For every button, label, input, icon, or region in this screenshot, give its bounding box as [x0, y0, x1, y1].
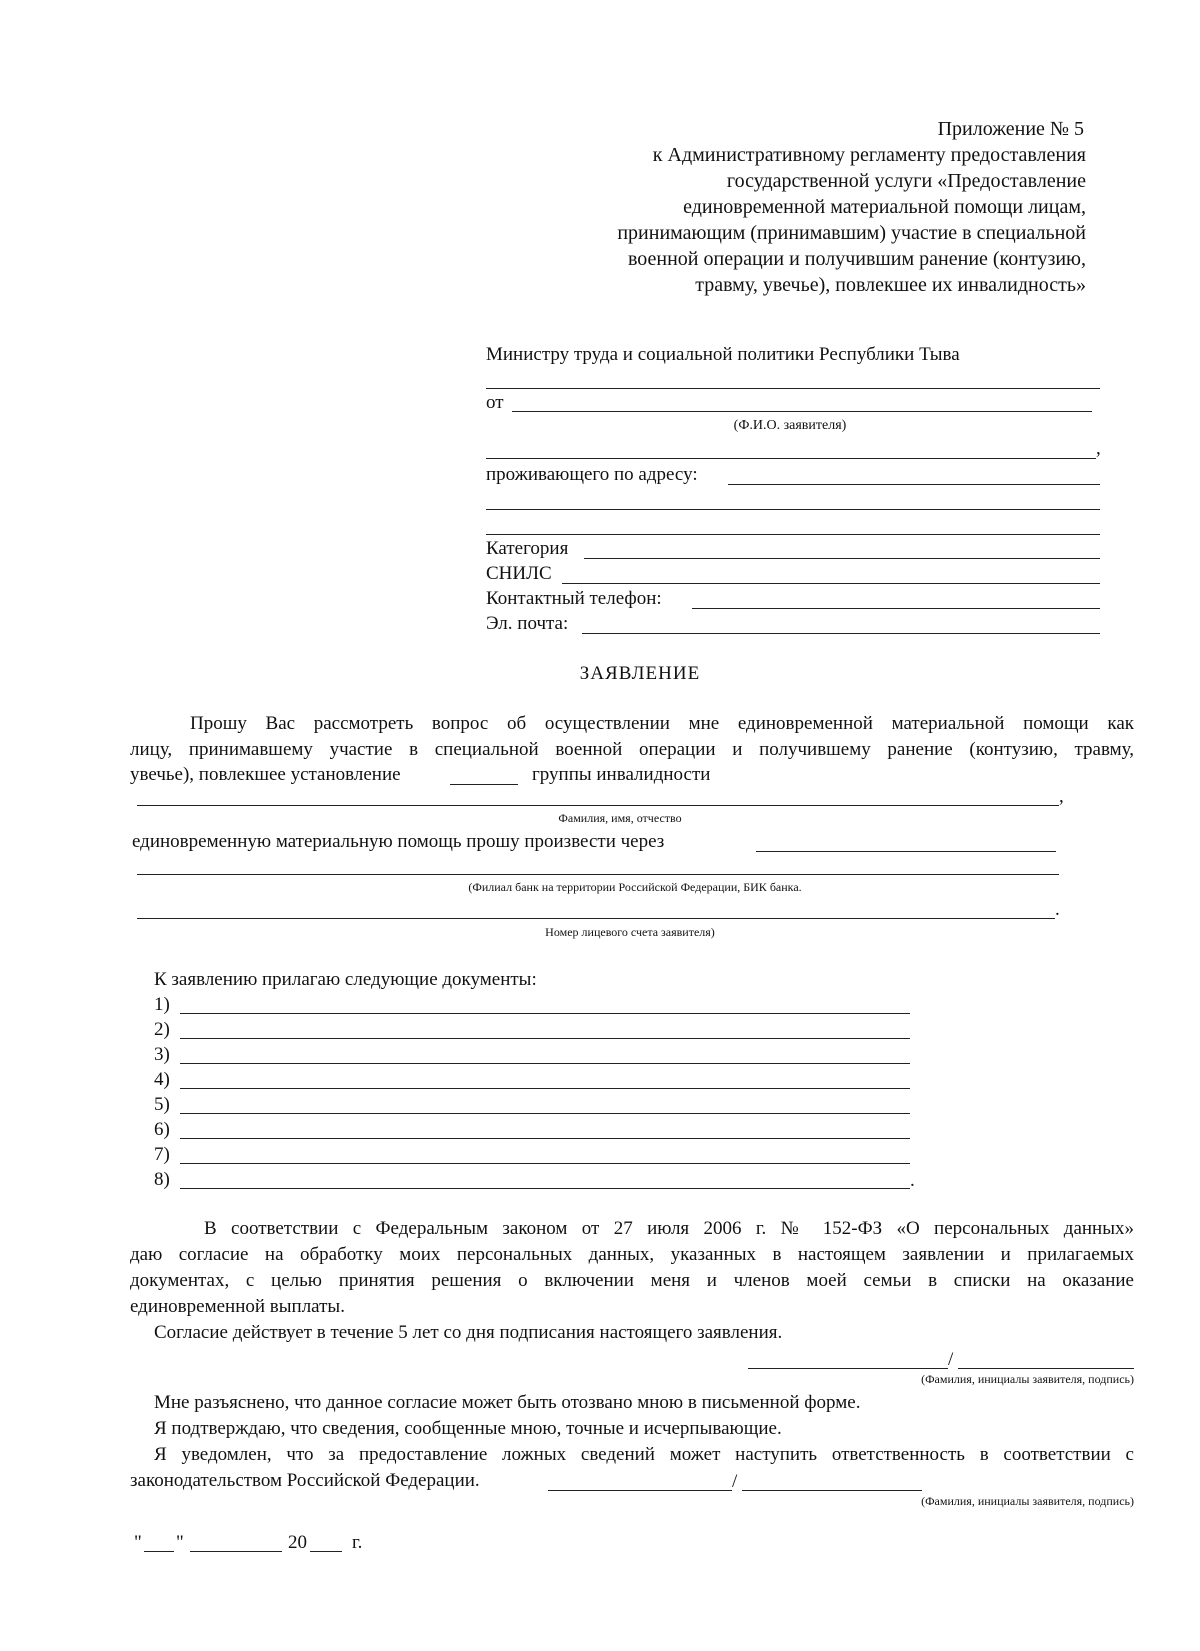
request-line: Прошу Вас рассмотреть вопрос об осуществлении мне единовременной материальной помощи как — [190, 713, 1134, 734]
date-month-field[interactable] — [190, 1551, 282, 1552]
notice-line: Мне разъяснено, что данное согласие может быть отозвано мною в письменной форме. — [154, 1392, 861, 1413]
disability-group-field[interactable] — [450, 784, 518, 785]
document-item-field[interactable] — [180, 1138, 910, 1139]
account-caption: Номер лицевого счета заявителя) — [545, 925, 715, 939]
consent-line: даю согласие на обработку моих персональных данных, указанных в настоящем заявлении и прилагаемых — [130, 1244, 1134, 1265]
date-year-field[interactable] — [310, 1551, 342, 1552]
payment-label: единовременную материальную помощь прошу произвести через — [132, 831, 665, 852]
appendix-line: единовременной материальной помощи лицам, — [683, 196, 1086, 218]
document-item-number: 7) — [154, 1144, 170, 1165]
document-item-number: 1) — [154, 994, 170, 1015]
comma: , — [1096, 438, 1101, 459]
address-field[interactable] — [728, 484, 1100, 485]
date-quote-close: " — [176, 1532, 184, 1553]
email-label: Эл. почта: — [486, 613, 569, 634]
slash: / — [732, 1471, 738, 1492]
addressee: Министру труда и социальной политики Республики Тыва — [486, 344, 960, 365]
dot: . — [1055, 899, 1060, 920]
consent-line: документах, с целью принятия решения о включении меня и членов моей семьи в списки на оказание — [130, 1270, 1134, 1291]
date-day-field[interactable] — [144, 1551, 174, 1552]
date-year-suffix: г. — [352, 1532, 363, 1553]
document-item-field[interactable] — [180, 1163, 910, 1164]
dot: . — [910, 1170, 915, 1191]
appendix-line: государственной услуги «Предоставление — [726, 170, 1086, 192]
consent-name-field[interactable] — [748, 1368, 948, 1369]
documents-heading: К заявлению прилагаю следующие документы: — [154, 969, 537, 990]
appendix-line: военной операции и получившим ранение (контузию, — [627, 248, 1086, 270]
address-label: проживающего по адресу: — [486, 464, 698, 485]
appendix-line: принимающим (принимавшим) участие в специальной — [617, 222, 1086, 244]
request-fio-field[interactable] — [137, 805, 1059, 806]
appendix-line: к Административному регламенту предоставления — [652, 144, 1086, 166]
document-item-number: 2) — [154, 1019, 170, 1040]
document-item-number: 6) — [154, 1119, 170, 1140]
bank-field[interactable] — [137, 874, 1059, 875]
notice-line: Я подтверждаю, что сведения, сообщенные мною, точные и исчерпывающие. — [154, 1418, 782, 1439]
category-field[interactable] — [584, 558, 1100, 559]
document-item-field[interactable] — [180, 1113, 910, 1114]
consent-line: единовременной выплаты. — [130, 1296, 345, 1317]
appendix-number: Приложение № 5 — [937, 118, 1084, 140]
notice-name-field[interactable] — [548, 1490, 732, 1491]
fio-caption: Фамилия, имя, отчество — [558, 811, 682, 825]
notice-signature-field[interactable] — [742, 1490, 922, 1491]
phone-field[interactable] — [692, 608, 1100, 609]
document-item-field[interactable] — [180, 1038, 910, 1039]
request-line: группы инвалидности — [532, 764, 711, 785]
applicant-fio-field-2[interactable] — [486, 458, 1096, 459]
document-item-field[interactable] — [180, 1088, 910, 1089]
applicant-fio-field[interactable] — [512, 411, 1092, 412]
document-item-field[interactable] — [180, 1188, 910, 1189]
addressee-extra-line[interactable] — [486, 388, 1100, 389]
request-line: лицу, принимавшему участие в специальной военной операции и получившему ранение (контузию, травму, — [130, 739, 1134, 760]
payment-method-field[interactable] — [756, 851, 1056, 852]
category-label: Категория — [486, 538, 569, 559]
from-label: от — [486, 392, 504, 413]
bank-caption: (Филиал банк на территории Российской Федерации, БИК банка. — [468, 880, 802, 894]
slash: / — [948, 1349, 954, 1370]
date-year-prefix: 20 — [288, 1532, 307, 1553]
document-item-field[interactable] — [180, 1063, 910, 1064]
document-item-field[interactable] — [180, 1013, 910, 1014]
phone-label: Контактный телефон: — [486, 588, 662, 609]
document-item-number: 4) — [154, 1069, 170, 1090]
sign-caption: (Фамилия, инициалы заявителя, подпись) — [921, 1494, 1134, 1508]
snils-label: СНИЛС — [486, 563, 552, 584]
consent-line: В соответствии с Федеральным законом от 27 июля 2006 г. № 152-ФЗ «О персональных данных» — [204, 1218, 1134, 1239]
date-quote-open: " — [134, 1532, 142, 1553]
consent-line: Согласие действует в течение 5 лет со дня подписания настоящего заявления. — [154, 1322, 783, 1343]
notice-line: законодательством Российской Федерации. — [130, 1470, 480, 1491]
appendix-line: травму, увечье), повлекшее их инвалидность» — [695, 274, 1086, 296]
document-item-number: 5) — [154, 1094, 170, 1115]
document-item-number: 3) — [154, 1044, 170, 1065]
fio-caption: (Ф.И.О. заявителя) — [733, 418, 847, 433]
sign-caption: (Фамилия, инициалы заявителя, подпись) — [921, 1372, 1134, 1386]
email-field[interactable] — [582, 633, 1100, 634]
comma: , — [1059, 786, 1064, 807]
address-field-3[interactable] — [486, 534, 1100, 535]
document-item-number: 8) — [154, 1169, 170, 1190]
document-title: ЗАЯВЛЕНИЕ — [579, 663, 701, 684]
request-line: увечье), повлекшее установление — [130, 764, 401, 785]
notice-line: Я уведомлен, что за предоставление ложных сведений может наступить ответственность в соответствии с — [154, 1444, 1134, 1465]
account-field[interactable] — [137, 918, 1055, 919]
address-field-2[interactable] — [486, 509, 1100, 510]
consent-signature-field[interactable] — [958, 1368, 1134, 1369]
snils-field[interactable] — [562, 583, 1100, 584]
